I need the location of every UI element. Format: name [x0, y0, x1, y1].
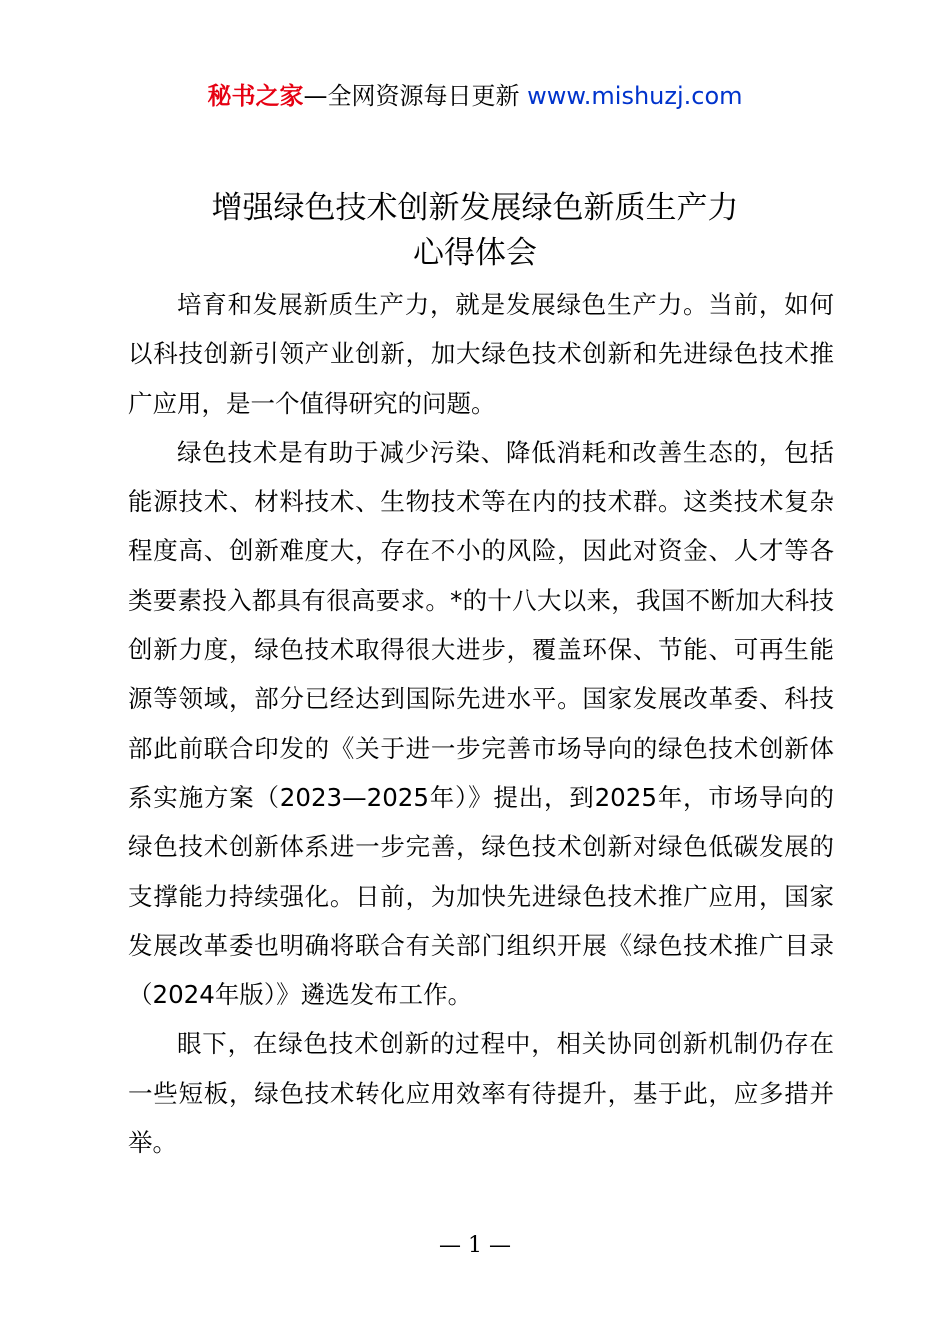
paragraph: 绿色技术是有助于减少污染、降低消耗和改善生态的，包括能源技术、材料技术、生物技术等在内的技术群。这类技术复杂程度高、创新难度大，存在不小的风险，因此对资金、人才等各类要素投入都具有很高要求。*的十八大以来，我国不断加大科技创新力度，绿色技术取得很大进步，覆盖环保、节能、可再生能源等领域，部分已经达到国际先进水平。国家发展改革委、科技部此前联合印发的《关于进一步完善市场导向的绿色技术创新体系实施方案（2023—2025年）》提出，到2025年，市场导向的绿色技术创新体系进一步完善，绿色技术创新对绿色低碳发展的支撑能力持续强化。日前，为加快先进绿色技术推广应用，国家发展改革委也明确将联合有关部门组织开展《绿色技术推广目录（2024年版）》遴选发布工作。 — [128, 437, 834, 1010]
paragraph: 眼下，在绿色技术创新的过程中，相关协同创新机制仍存在一些短板，绿色技术转化应用效率有待提升，基于此，应多措并举。 — [128, 1029, 834, 1158]
header-url-link[interactable]: www.mishuzj.com — [527, 82, 743, 110]
document-body — [128, 280, 834, 1167]
page-number: — 1 — — [439, 1233, 511, 1258]
title-line-1: 增强绿色技术创新发展绿色新质生产力 — [211, 190, 739, 226]
document-title — [0, 186, 950, 276]
header-tagline: —全网资源每日更新 — [303, 82, 528, 110]
title-line-2: 心得体会 — [413, 235, 537, 271]
site-header — [0, 80, 950, 112]
paragraph: 培育和发展新质生产力，就是发展绿色生产力。当前，如何以科技创新引领产业创新，加大绿色技术创新和先进绿色技术推广应用，是一个值得研究的问题。 — [128, 290, 834, 418]
brand-name: 秘书之家 — [207, 82, 304, 110]
